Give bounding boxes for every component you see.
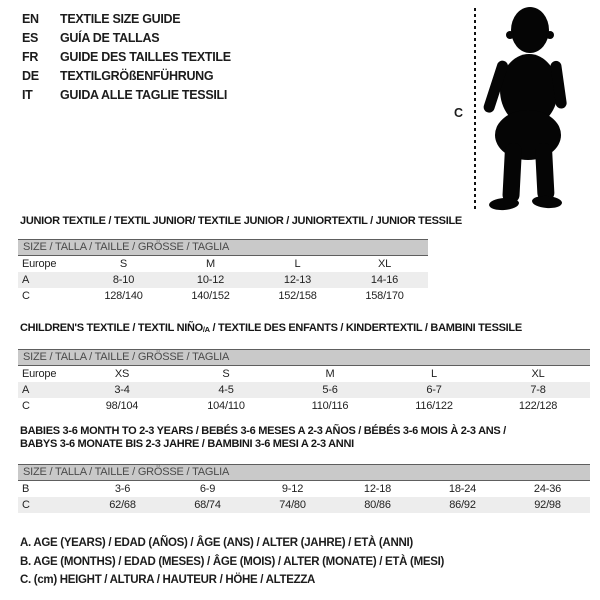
cell: 4-5 bbox=[218, 384, 234, 396]
language-row bbox=[22, 48, 231, 67]
cell: 5-6 bbox=[322, 384, 338, 396]
cell: 116/122 bbox=[415, 400, 453, 412]
junior-table-title: JUNIOR TEXTILE / TEXTIL JUNIOR/ TEXTILE JUNIOR / JUNIORTEXTIL / JUNIOR TESSILE bbox=[20, 215, 462, 227]
cell: 80/86 bbox=[364, 499, 391, 511]
language-code: EN bbox=[22, 12, 39, 26]
children-title-subscript: /A bbox=[202, 325, 210, 334]
row-label: B bbox=[22, 483, 30, 495]
language-code: IT bbox=[22, 88, 33, 102]
cell: L bbox=[431, 368, 437, 380]
cell: S bbox=[119, 258, 128, 270]
junior-size-header-bar: SIZE / TALLA / TAILLE / GRÖSSE / TAGLIA bbox=[18, 239, 428, 256]
children-title-pre: CHILDREN'S TEXTILE / TEXTIL NIÑO bbox=[20, 322, 203, 334]
cell: XS bbox=[114, 368, 130, 380]
cell: 18-24 bbox=[448, 483, 477, 495]
row-label: Europe bbox=[22, 368, 57, 380]
language-title: GUÍA DE TALLAS bbox=[60, 31, 160, 45]
note-height-cm: C. (cm) HEIGHT / ALTURA / HAUTEUR / HÖHE / ALTEZZA bbox=[20, 574, 316, 586]
cell: 6-9 bbox=[199, 483, 216, 495]
cell: XL bbox=[531, 368, 545, 380]
babies-title-line1: BABIES 3-6 MONTH TO 2-3 YEARS / BEBÉS 3-6 MESES A 2-3 AÑOS / BÉBÉS 3-6 MOIS À 2-3 ANS / bbox=[20, 425, 506, 437]
cell: 12-13 bbox=[283, 274, 312, 286]
language-code: FR bbox=[22, 50, 39, 64]
row-label: A bbox=[22, 274, 30, 286]
children-size-header-bar: SIZE / TALLA / TAILLE / GRÖSSE / TAGLIA bbox=[18, 349, 590, 366]
cell: 8-10 bbox=[112, 274, 135, 286]
babies-size-table bbox=[18, 481, 590, 513]
babies-size-header-bar: SIZE / TALLA / TAILLE / GRÖSSE / TAGLIA bbox=[18, 464, 590, 481]
baby-silhouette-image bbox=[480, 3, 572, 213]
table-row bbox=[18, 398, 590, 414]
cell: 7-8 bbox=[530, 384, 546, 396]
row-label: C bbox=[22, 400, 30, 412]
row-label: C bbox=[22, 290, 30, 302]
table-row bbox=[18, 366, 590, 382]
language-title: GUIDE DES TAILLES TEXTILE bbox=[60, 50, 231, 64]
cell: 14-16 bbox=[370, 274, 399, 286]
note-age-years: A. AGE (YEARS) / EDAD (AÑOS) / ÂGE (ANS) / ALTER (JAHRE) / ETÀ (ANNI) bbox=[20, 537, 413, 549]
cell: 104/110 bbox=[207, 400, 245, 412]
language-title: TEXTILGRÖßENFÜHRUNG bbox=[60, 69, 214, 83]
language-title: TEXTILE SIZE GUIDE bbox=[60, 12, 181, 26]
cell: 74/80 bbox=[279, 499, 306, 511]
cell: 122/128 bbox=[518, 400, 558, 412]
row-label: A bbox=[22, 384, 30, 396]
cell: M bbox=[206, 258, 215, 270]
children-title-post: / TEXTILE DES ENFANTS / KINDERTEXTIL / BAMBINI TESSILE bbox=[209, 322, 522, 334]
language-row bbox=[22, 10, 231, 29]
cell: 92/98 bbox=[534, 499, 561, 511]
cell: XL bbox=[377, 258, 392, 270]
cell: 3-4 bbox=[114, 384, 130, 396]
cell: 68/74 bbox=[194, 499, 221, 511]
legend-notes bbox=[20, 534, 444, 590]
language-code: DE bbox=[22, 69, 39, 83]
cell: 10-12 bbox=[196, 274, 225, 286]
cell: 9-12 bbox=[281, 483, 304, 495]
language-title: GUIDA ALLE TAGLIE TESSILI bbox=[60, 88, 228, 102]
cell: 128/140 bbox=[104, 290, 143, 302]
language-row bbox=[22, 86, 231, 105]
height-measure-label: C bbox=[454, 106, 464, 120]
cell: 12-18 bbox=[363, 483, 392, 495]
table-row bbox=[18, 497, 590, 513]
cell: 62/68 bbox=[109, 499, 136, 511]
cell: 140/152 bbox=[191, 290, 230, 302]
cell: 86/92 bbox=[449, 499, 476, 511]
children-size-table bbox=[18, 366, 590, 414]
cell: 152/158 bbox=[278, 290, 317, 302]
cell: 3-6 bbox=[114, 483, 131, 495]
babies-table-title bbox=[20, 425, 506, 450]
table-row bbox=[18, 272, 428, 288]
children-table-title bbox=[20, 322, 522, 334]
cell: 110/116 bbox=[311, 400, 349, 412]
height-measure-dashed-line bbox=[474, 8, 476, 210]
language-row bbox=[22, 29, 231, 48]
table-row bbox=[18, 288, 428, 304]
row-label: C bbox=[22, 499, 30, 511]
cell: S bbox=[222, 368, 230, 380]
cell: L bbox=[294, 258, 301, 270]
language-row bbox=[22, 67, 231, 86]
note-age-months: B. AGE (MONTHS) / EDAD (MESES) / ÂGE (MOIS) / ALTER (MONATE) / ETÀ (MESI) bbox=[20, 555, 445, 568]
language-code: ES bbox=[22, 31, 39, 45]
junior-size-table bbox=[18, 256, 428, 304]
table-row bbox=[18, 481, 590, 497]
cell: 158/170 bbox=[365, 290, 404, 302]
row-label: Europe bbox=[22, 258, 57, 270]
cell: 98/104 bbox=[105, 400, 139, 412]
babies-title-line2: BABYS 3-6 MONATE BIS 2-3 JAHRE / BAMBINI 3-6 MESI A 2-3 ANNI bbox=[20, 437, 354, 450]
language-list bbox=[22, 10, 231, 105]
table-row bbox=[18, 382, 590, 398]
cell: 6-7 bbox=[426, 384, 442, 396]
cell: 24-36 bbox=[533, 483, 562, 495]
cell: M bbox=[325, 368, 335, 380]
table-row bbox=[18, 256, 428, 272]
